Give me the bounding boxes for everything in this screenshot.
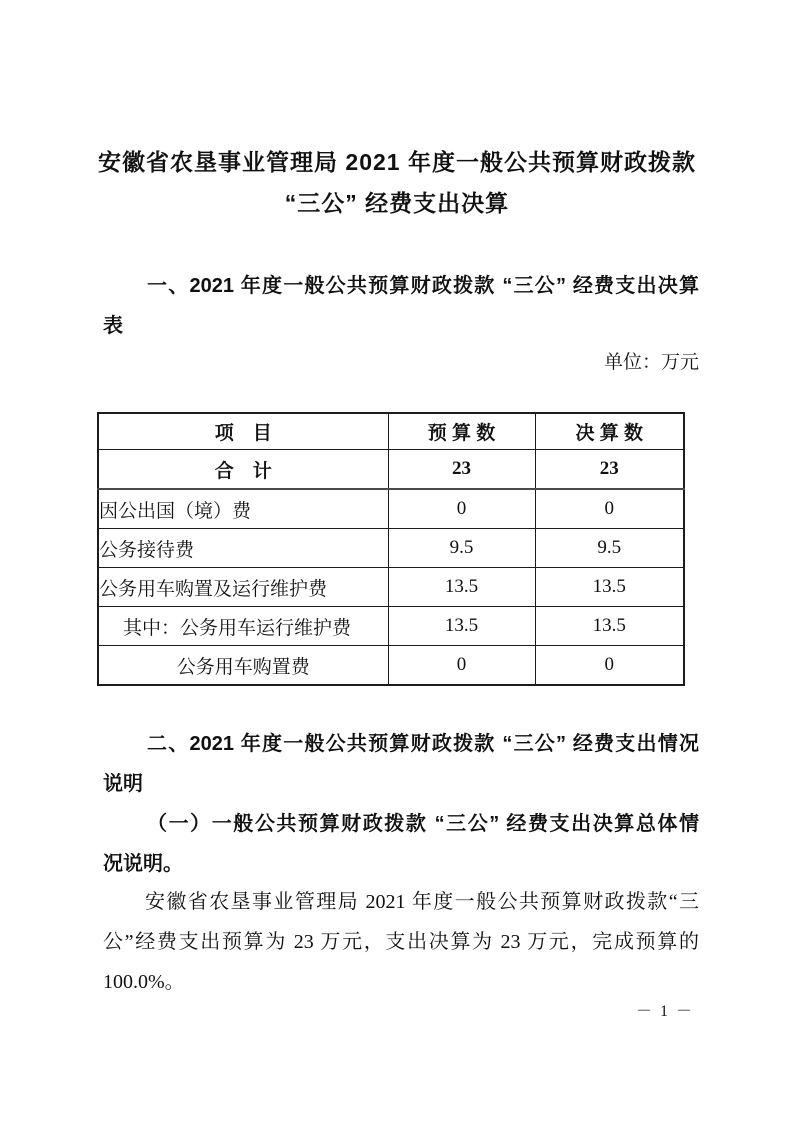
table-row-abroad-fee (98, 489, 684, 529)
table-row-vehicle-purchase (98, 646, 684, 686)
item-cell: 其中：公务用车运行维护费 (98, 607, 388, 646)
item-cell: 公务用车购置及运行维护费 (98, 568, 388, 607)
body-paragraph-line-1: 安徽省农垦事业管理局 2021 年度一般公共预算财政拨款“三 (145, 891, 699, 913)
final-cell: 0 (535, 489, 684, 529)
document-title-line-2: “三公” 经费支出决算 (284, 190, 510, 216)
item-cell: 公务接待费 (98, 529, 388, 568)
final-cell: 13.5 (535, 607, 684, 646)
section-2-heading-line-1: 二、2021 年度一般公共预算财政拨款 “三公” 经费支出情况 (147, 733, 699, 755)
budget-cell: 9.5 (388, 529, 535, 568)
section-2-subheading (103, 804, 699, 884)
section-1-heading (103, 266, 699, 346)
expense-table (97, 412, 685, 686)
budget-cell: 13.5 (388, 568, 535, 607)
table-row-total (98, 450, 684, 490)
unit-label: 单位：万元 (603, 352, 699, 373)
budget-cell: 13.5 (388, 607, 535, 646)
section-1-heading-line-2: 表 (103, 315, 123, 337)
item-cell: 合 计 (98, 450, 388, 490)
final-cell: 23 (535, 450, 684, 490)
document-title-line-1: 安徽省农垦事业管理局 2021 年度一般公共预算财政拨款 (98, 149, 696, 175)
item-cell: 因公出国（境）费 (98, 489, 388, 529)
column-header-final: 决 算 数 (535, 413, 684, 450)
final-cell: 0 (535, 646, 684, 686)
section-2-subheading-line-2: 况说明。 (103, 853, 183, 875)
section-2-heading-line-2: 说明 (103, 773, 143, 795)
body-paragraph-line-2: 公”经费支出预算为 23 万元，支出决算为 23 万元，完成预算的 (103, 931, 699, 953)
body-paragraph-line-3: 100.0%。 (103, 971, 185, 993)
column-header-budget: 预 算 数 (388, 413, 535, 450)
table-row-reception-fee (98, 529, 684, 568)
budget-cell: 0 (388, 646, 535, 686)
page-number: － 1 － (635, 1003, 694, 1020)
table-header-row (98, 413, 684, 450)
section-2-heading (103, 724, 699, 804)
section-2-subheading-line-1: （一）一般公共预算财政拨款 “三公” 经费支出决算总体情 (147, 813, 699, 835)
budget-cell: 0 (388, 489, 535, 529)
section-1-heading-line-1: 一、2021 年度一般公共预算财政拨款 “三公” 经费支出决算 (147, 275, 699, 297)
table-row-vehicle-total (98, 568, 684, 607)
column-header-item: 项 目 (98, 413, 388, 450)
item-cell: 公务用车购置费 (98, 646, 388, 686)
document-title (60, 142, 734, 224)
table-row-vehicle-operation (98, 607, 684, 646)
final-cell: 13.5 (535, 568, 684, 607)
body-paragraph (103, 882, 699, 1002)
final-cell: 9.5 (535, 529, 684, 568)
budget-cell: 23 (388, 450, 535, 490)
